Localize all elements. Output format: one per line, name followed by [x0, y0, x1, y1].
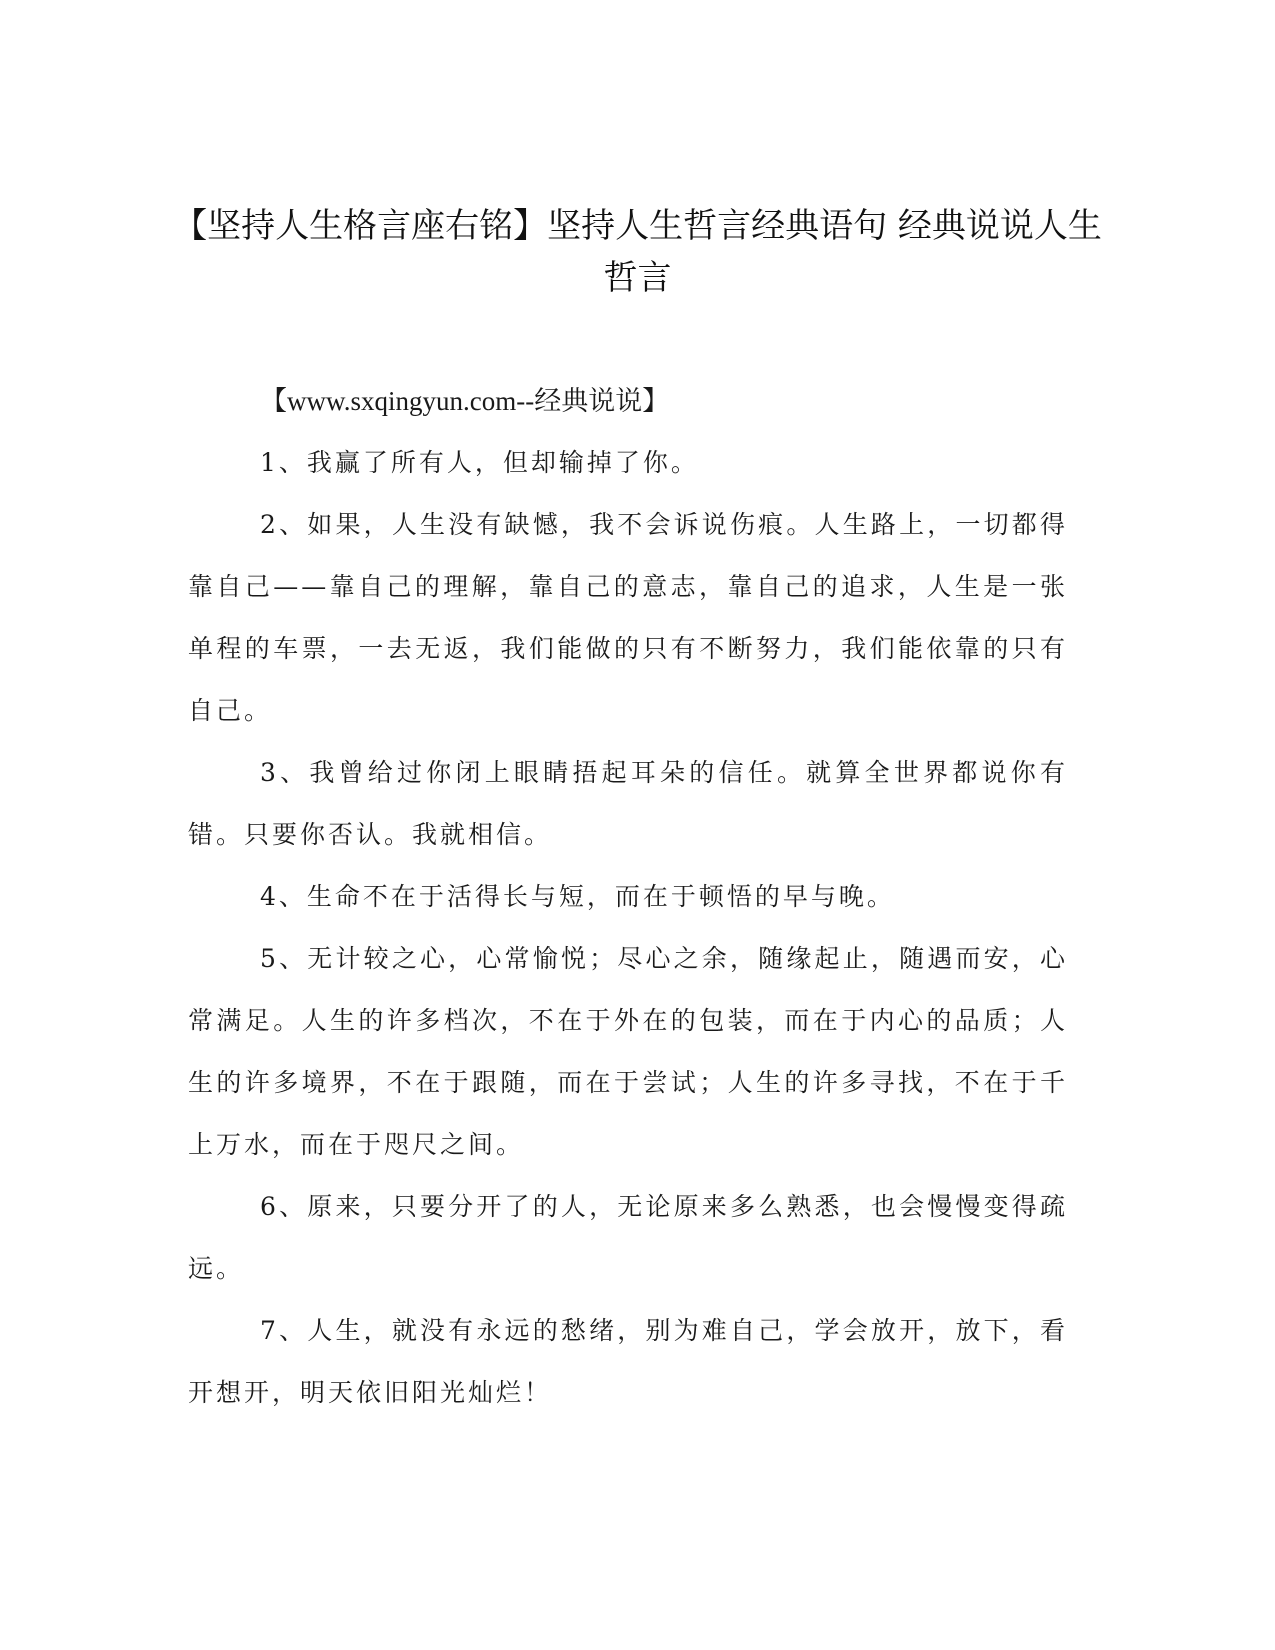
document-title: 【坚持人生格言座右铭】坚持人生哲言经典语句 经典说说人生哲言 — [173, 206, 1102, 298]
paragraph-4: 4、生命不在于活得长与短，而在于顿悟的早与晚。 — [260, 882, 895, 911]
paragraph-6: 6、原来，只要分开了的人，无论原来多么熟悉，也会慢慢变得疏远。 — [188, 1192, 1068, 1283]
document-body — [188, 370, 1068, 1424]
paragraph-2: 2、如果，人生没有缺憾，我不会诉说伤痕。人生路上，一切都得靠自己——靠自己的理解，靠自己的意志，靠自己的追求，人生是一张单程的车票，一去无返，我们能做的只有不断努力，我们能依靠的只有自己。 — [188, 510, 1068, 725]
paragraph-1: 1、我赢了所有人，但却输掉了你。 — [260, 448, 699, 477]
source-line: 【www.sxqingyun.com--经典说说】 — [260, 386, 670, 416]
paragraph-5: 5、无计较之心，心常愉悦；尽心之余，随缘起止，随遇而安，心常满足。人生的许多档次，不在于外在的包装，而在于内心的品质；人生的许多境界，不在于跟随，而在于尝试；人生的许多寻找，不在于千上万水，而在于咫尺之间。 — [188, 944, 1068, 1159]
paragraph-7: 7、人生，就没有永远的愁绪，别为难自己，学会放开，放下，看开想开，明天依旧阳光灿烂！ — [188, 1316, 1068, 1407]
paragraph-3: 3、我曾给过你闭上眼睛捂起耳朵的信任。就算全世界都说你有错。只要你否认。我就相信。 — [188, 758, 1068, 849]
